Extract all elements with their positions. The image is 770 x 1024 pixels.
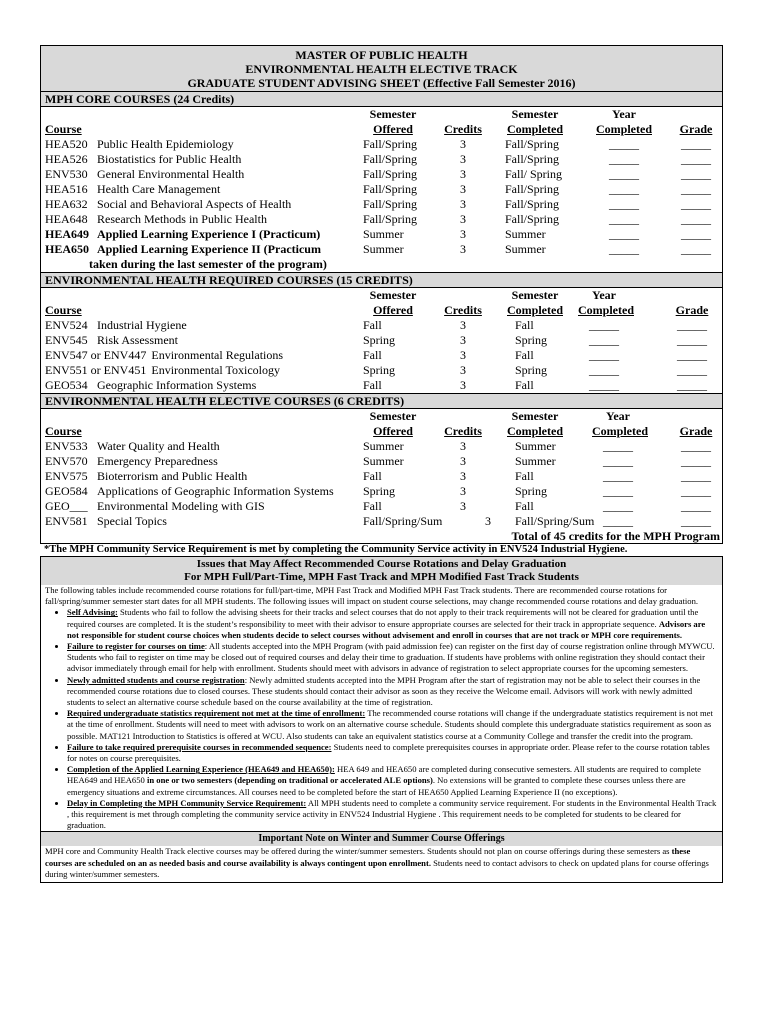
year-completed-blank: _____ [603, 484, 633, 498]
core-col-course: Course [45, 122, 82, 136]
year-completed-blank: _____ [589, 363, 619, 377]
elective-course-row [41, 469, 722, 484]
course-name: Water Quality and Health [97, 439, 220, 453]
year-completed-blank: _____ [609, 197, 639, 211]
semester-offered: Spring [363, 363, 396, 377]
required-course-row [41, 318, 722, 333]
credits: 3 [460, 378, 466, 392]
course-name: Geographic Information Systems [97, 378, 257, 392]
grade-blank: _____ [681, 152, 711, 166]
elective-header-row-1 [41, 409, 722, 424]
core-col-credits: Credits [444, 122, 482, 136]
semester-completed: Fall/Spring [505, 197, 560, 211]
course-name: Industrial Hygiene [97, 318, 187, 332]
semester-completed: Fall/Spring [505, 212, 560, 226]
required-course-row [41, 363, 722, 378]
issue-community-service-text: All MPH students need to complete a community service requirement. For students in the Environmental Health Track , this requirement is met through completing the community service activity in ENV524 Industrial Hygiene . This requirement needs to be completed for students to be cleared for graduation. [67, 797, 717, 831]
year-completed-blank: _____ [609, 212, 639, 226]
grade-blank: _____ [681, 499, 711, 513]
semester-offered: Summer [363, 439, 404, 453]
credits: 3 [460, 439, 466, 453]
winter-summer-text-2: Students need to contact advisors to check on updated plans for course offerings during winter/summer semesters. [45, 857, 709, 879]
core-continuation-text: taken during the last semester of the program) [89, 257, 327, 271]
elective-course-row [41, 439, 722, 454]
course-name: Applications of Geographic Information Systems [97, 484, 334, 498]
issues-box [40, 556, 723, 883]
semester-completed: Summer [515, 439, 556, 453]
credits: 3 [460, 484, 466, 498]
issues-title-line-1: Issues that May Affect Recommended Course Rotations and Delay Graduation [196, 558, 567, 570]
required-header-row-1 [41, 288, 722, 303]
core-course-row [41, 242, 722, 257]
core-col-year-2: Completed [596, 122, 652, 136]
required-col-completed: Semester [511, 288, 559, 302]
elective-courses-table [40, 409, 723, 544]
elective-col-credits: Credits [444, 424, 482, 438]
semester-offered: Fall/Spring [363, 212, 418, 226]
elective-course-row [41, 484, 722, 499]
header-subtitle: ENVIRONMENTAL HEALTH ELECTIVE TRACK [245, 62, 518, 76]
course-name: Health Care Management [97, 182, 221, 196]
elective-course-row [41, 499, 722, 514]
course-code: GEO___ [45, 499, 88, 513]
issue-self-advising-heading: Self Advising: [67, 607, 118, 618]
semester-completed: Summer [505, 227, 546, 241]
issue-statistics-heading: Required undergraduate statistics requirement not met at the time of enrollment: [67, 708, 366, 719]
issue-newly-admitted-text: : Newly admitted students accepted into the MPH Program after the start of registration may not be able to select their courses in the recommended course rotations due to closed courses. These students should contact their advisor as soon as they receive the Welcome email. Advisors will work with newly admitted students to select an alternative course schedule based on the course availability at the time of registration. [67, 674, 701, 708]
issue-newly-admitted [67, 675, 718, 709]
elective-course-row [41, 454, 722, 469]
course-name: Environmental Modeling with GIS [97, 499, 265, 513]
issue-applied-learning-bold: in one or two semesters (depending on traditional or accelerated ALE options) [146, 775, 433, 786]
credits: 3 [460, 197, 466, 211]
issue-self-advising-text: Students who fail to follow the advising sheets for their tracks and select courses that do not apply to their track requirements will not be cleared for graduation until the required courses are completed. It is the student’s responsibility to meet with their advisor to ensure appropriate courses are selected for their track in appropriate sequence. [67, 607, 699, 629]
required-header-row-2 [41, 303, 722, 318]
grade-blank: _____ [681, 439, 711, 453]
header-sheet-title: GRADUATE STUDENT ADVISING SHEET (Effective Fall Semester 2016) [187, 76, 576, 90]
required-col-grade: Grade [675, 303, 709, 317]
issue-applied-learning-text-1: HEA 649 and HEA650 are completed during consecutive semesters. All students are required to complete HEA649 and HEA650 [67, 764, 701, 786]
grade-blank: _____ [677, 318, 707, 332]
semester-offered: Spring [363, 484, 396, 498]
semester-offered: Fall/Spring [363, 182, 418, 196]
year-completed-blank: _____ [609, 137, 639, 151]
elective-course-row [41, 514, 722, 529]
course-name: Applied Learning Experience I (Practicum) [97, 227, 321, 241]
core-header-row-2 [41, 122, 722, 137]
course-code: HEA516 [45, 182, 88, 196]
year-completed-blank: _____ [603, 469, 633, 483]
issue-register-heading: Failure to register for courses on time [67, 641, 205, 652]
winter-summer-title: Important Note on Winter and Summer Course Offerings [41, 831, 722, 846]
semester-completed: Fall [515, 499, 534, 513]
year-completed-blank: _____ [603, 514, 633, 528]
course-code: HEA649 [45, 227, 90, 241]
credits: 3 [460, 212, 466, 226]
required-col-course: Course [45, 303, 82, 317]
semester-offered: Summer [363, 454, 404, 468]
grade-blank: _____ [681, 197, 711, 211]
credits: 3 [460, 152, 466, 166]
core-course-row [41, 212, 722, 227]
issue-applied-learning [67, 764, 718, 798]
issue-prerequisites-heading: Failure to take required prerequisite courses in recommended sequence: [67, 741, 332, 752]
grade-blank: _____ [681, 454, 711, 468]
course-code: ENV575 [45, 469, 88, 483]
required-col-year: Year [592, 288, 616, 302]
required-course-row [41, 333, 722, 348]
core-col-completed: Semester [511, 107, 559, 121]
elective-col-offered: Semester [369, 409, 417, 423]
credits: 3 [460, 137, 466, 151]
issue-community-service-heading: Delay in Completing the MPH Community Service Requirement: [67, 797, 307, 808]
credits: 3 [460, 454, 466, 468]
year-completed-blank: _____ [589, 378, 619, 392]
semester-completed: Summer [505, 242, 546, 256]
credits: 3 [460, 242, 466, 256]
semester-offered: Summer [363, 242, 404, 256]
required-col-offered: Semester [369, 288, 417, 302]
credits: 3 [460, 348, 466, 362]
year-completed-blank: _____ [609, 167, 639, 181]
semester-offered: Fall/Spring [363, 167, 418, 181]
required-section-title: ENVIRONMENTAL HEALTH REQUIRED COURSES (15 CREDITS) [40, 273, 723, 288]
semester-offered: Fall/Spring [363, 137, 418, 151]
year-completed-blank: _____ [589, 318, 619, 332]
issues-title-line-2: For MPH Full/Part-Time, MPH Fast Track and MPH Modified Fast Track Students [184, 571, 579, 583]
year-completed-blank: _____ [609, 242, 639, 256]
core-course-row [41, 137, 722, 152]
semester-completed: Fall/Spring [505, 152, 560, 166]
core-col-offered: Semester [369, 107, 417, 121]
core-course-row [41, 152, 722, 167]
credits: 3 [460, 363, 466, 377]
issue-prerequisites [67, 742, 718, 764]
course-name: Special Topics [97, 514, 167, 528]
course-code: ENV533 [45, 439, 88, 453]
issue-applied-learning-text-2: . No extensions will be granted to complete these courses unless there are emergency situations and extreme circumstances. All courses need to be completed before the start of HEA650 Applied Learning Experience II (no exceptions). [67, 775, 686, 797]
semester-completed: Fall [515, 348, 534, 362]
credits: 3 [460, 333, 466, 347]
core-col-grade: Grade [679, 122, 713, 136]
course-name: General Environmental Health [97, 167, 245, 181]
grade-blank: _____ [681, 227, 711, 241]
semester-completed: Spring [515, 333, 548, 347]
issue-statistics-text: The recommended course rotations will change if the undergraduate statistics requirement is not met at the time of enrollment. Students will need to meet with advisors to work on an alternative course schedule. Students should complete this undergraduate statistics requirement as soon as possible. MAT121 Introduction to Statistics is offered at WCU. Also students can take an equivalent statistics course at a Community College and transfer the credit into the program. [67, 708, 713, 741]
core-continuation-row [41, 257, 722, 272]
year-completed-blank: _____ [589, 333, 619, 347]
issue-statistics [67, 708, 718, 742]
issue-community-service [67, 798, 718, 832]
semester-completed: Spring [515, 484, 548, 498]
course-name: Social and Behavioral Aspects of Health [97, 197, 292, 211]
year-completed-blank: _____ [609, 182, 639, 196]
total-credits: Total of 45 credits for the MPH Program [511, 529, 720, 543]
required-col-completed-2: Completed [507, 303, 563, 317]
grade-blank: _____ [677, 363, 707, 377]
course-name: Risk Assessment [97, 333, 179, 347]
required-col-credits: Credits [444, 303, 482, 317]
grade-blank: _____ [681, 167, 711, 181]
elective-col-year-2: Completed [592, 424, 648, 438]
required-col-offered-2: Offered [373, 303, 413, 317]
credits: 3 [460, 227, 466, 241]
core-col-year: Year [612, 107, 636, 121]
course-code: GEO584 [45, 484, 88, 498]
year-completed-blank: _____ [589, 348, 619, 362]
core-courses-table [40, 107, 723, 273]
year-completed-blank: _____ [603, 439, 633, 453]
course-name: Environmental Regulations [151, 348, 284, 362]
semester-completed: Fall/Spring [505, 182, 560, 196]
elective-col-offered-2: Offered [373, 424, 413, 438]
course-code: HEA648 [45, 212, 88, 226]
sheet-header [40, 45, 723, 92]
semester-offered: Fall [363, 348, 382, 362]
core-section-title: MPH CORE COURSES (24 Credits) [40, 92, 723, 107]
course-code: HEA632 [45, 197, 88, 211]
grade-blank: _____ [681, 242, 711, 256]
required-courses-table [40, 288, 723, 394]
issues-title [41, 557, 722, 585]
core-col-offered-2: Offered [373, 122, 413, 136]
course-code: HEA520 [45, 137, 88, 151]
core-col-completed-2: Completed [507, 122, 563, 136]
issue-self-advising-bold: Advisors are not responsible for student course choices when students decide to select courses without advisement and enroll in courses that are not track or MPH core requirements. [67, 618, 706, 640]
grade-blank: _____ [677, 333, 707, 347]
semester-offered: Summer [363, 227, 404, 241]
header-title: MASTER OF PUBLIC HEALTH [295, 48, 468, 62]
course-code: ENV547 or ENV447 [45, 348, 147, 362]
winter-summer-bold: these courses are scheduled on an as needed basis and course availability is always contingent upon enrollment. [45, 846, 691, 868]
semester-offered: Fall [363, 318, 382, 332]
semester-offered: Fall [363, 378, 382, 392]
core-course-row [41, 197, 722, 212]
year-completed-blank: _____ [603, 499, 633, 513]
elective-col-course: Course [45, 424, 82, 438]
core-course-row [41, 227, 722, 242]
elective-col-completed-2: Completed [507, 424, 563, 438]
course-name: Public Health Epidemiology [97, 137, 234, 151]
credits: 3 [460, 318, 466, 332]
credits: 3 [460, 499, 466, 513]
required-course-row [41, 378, 722, 393]
semester-completed: Spring [515, 363, 548, 377]
course-name: Environmental Toxicology [151, 363, 280, 377]
course-name: Biostatistics for Public Health [97, 152, 242, 166]
issue-self-advising [67, 607, 718, 641]
semester-completed: Fall [515, 378, 534, 392]
semester-offered: Spring [363, 333, 396, 347]
grade-blank: _____ [681, 484, 711, 498]
semester-offered: Fall/Spring/Sum [363, 514, 443, 528]
credits: 3 [460, 469, 466, 483]
course-name: Emergency Preparedness [97, 454, 218, 468]
core-header-row-1 [41, 107, 722, 122]
semester-offered: Fall [363, 469, 382, 483]
credits: 3 [460, 167, 466, 181]
semester-offered: Fall [363, 499, 382, 513]
grade-blank: _____ [681, 212, 711, 226]
semester-completed: Fall/Spring [505, 137, 560, 151]
course-code: HEA526 [45, 152, 88, 166]
required-col-year-2: Completed [578, 303, 634, 317]
grade-blank: _____ [681, 182, 711, 196]
elective-section-title: ENVIRONMENTAL HEALTH ELECTIVE COURSES (6 CREDITS) [40, 394, 723, 409]
issue-prerequisites-text: Students need to complete prerequisites courses in appropriate order. Please refer to the course rotation tables for notes on course prerequisites. [67, 741, 710, 764]
grade-blank: _____ [677, 348, 707, 362]
elective-header-row-2 [41, 424, 722, 439]
semester-completed: Summer [515, 454, 556, 468]
issue-register-text: : All students accepted into the MPH Program (with paid admission fee) can register on the first day of course registration online through MYWCU. Students who fail to register on time may be closed out of required courses and delay their time to graduation. If students have problems with online registration they should contact their advisor immediately through email for help with enrollment. Students should meet with advisors in advance of registration to select appropriate courses for the upcoming semesters. [67, 641, 715, 674]
course-code: ENV524 [45, 318, 88, 332]
issues-intro: The following tables include recommended course rotations for full/part-time, MPH Fast Track and Modified MPH Fast Track students. There are recommended course rotations for fall/spring/summer semester start dates for all MPH students. The following issues will impact on student course selections, may change recommended course rotations and delay graduation. [45, 585, 699, 607]
winter-summer-text-1: MPH core and Community Health Track elective courses may be offered during the winter/summer semesters. Students should not plan on course offerings during these semesters as [45, 846, 672, 857]
course-code: ENV530 [45, 167, 88, 181]
course-code: ENV581 [45, 514, 88, 528]
core-course-row [41, 167, 722, 182]
advising-sheet [40, 45, 723, 883]
semester-completed: Fall [515, 318, 534, 332]
issue-newly-admitted-heading: Newly admitted students and course registration [67, 674, 245, 685]
course-code: ENV545 [45, 333, 88, 347]
semester-completed: Fall [515, 469, 534, 483]
grade-blank: _____ [677, 378, 707, 392]
elective-col-completed: Semester [511, 409, 559, 423]
grade-blank: _____ [681, 137, 711, 151]
credits: 3 [485, 514, 491, 528]
year-completed-blank: _____ [603, 454, 633, 468]
course-code: GEO534 [45, 378, 88, 392]
issue-applied-learning-heading: Completion of the Applied Learning Experience (HEA649 and HEA650): [67, 764, 335, 775]
year-completed-blank: _____ [609, 152, 639, 166]
course-code: HEA650 [45, 242, 90, 256]
grade-blank: _____ [681, 469, 711, 483]
semester-completed: Fall/ Spring [505, 167, 563, 181]
community-service-note: *The MPH Community Service Requirement is met by completing the Community Service activity in ENV524 Industrial Hygiene. [44, 544, 628, 555]
course-code: ENV570 [45, 454, 88, 468]
year-completed-blank: _____ [609, 227, 639, 241]
issue-register-on-time [67, 641, 718, 675]
credits: 3 [460, 182, 466, 196]
semester-offered: Fall/Spring [363, 152, 418, 166]
course-name: Research Methods in Public Health [97, 212, 267, 226]
grade-blank: _____ [681, 514, 711, 528]
semester-completed: Fall/Spring/Sum [515, 514, 595, 528]
elective-col-grade: Grade [679, 424, 713, 438]
course-code: ENV551 or ENV451 [45, 363, 147, 377]
course-name: Bioterrorism and Public Health [97, 469, 248, 483]
semester-offered: Fall/Spring [363, 197, 418, 211]
course-name: Applied Learning Experience II (Practicum [97, 242, 321, 256]
core-course-row [41, 182, 722, 197]
required-course-row [41, 348, 722, 363]
elective-col-year: Year [606, 409, 630, 423]
winter-summer-body [41, 846, 722, 882]
issues-body [41, 585, 722, 831]
